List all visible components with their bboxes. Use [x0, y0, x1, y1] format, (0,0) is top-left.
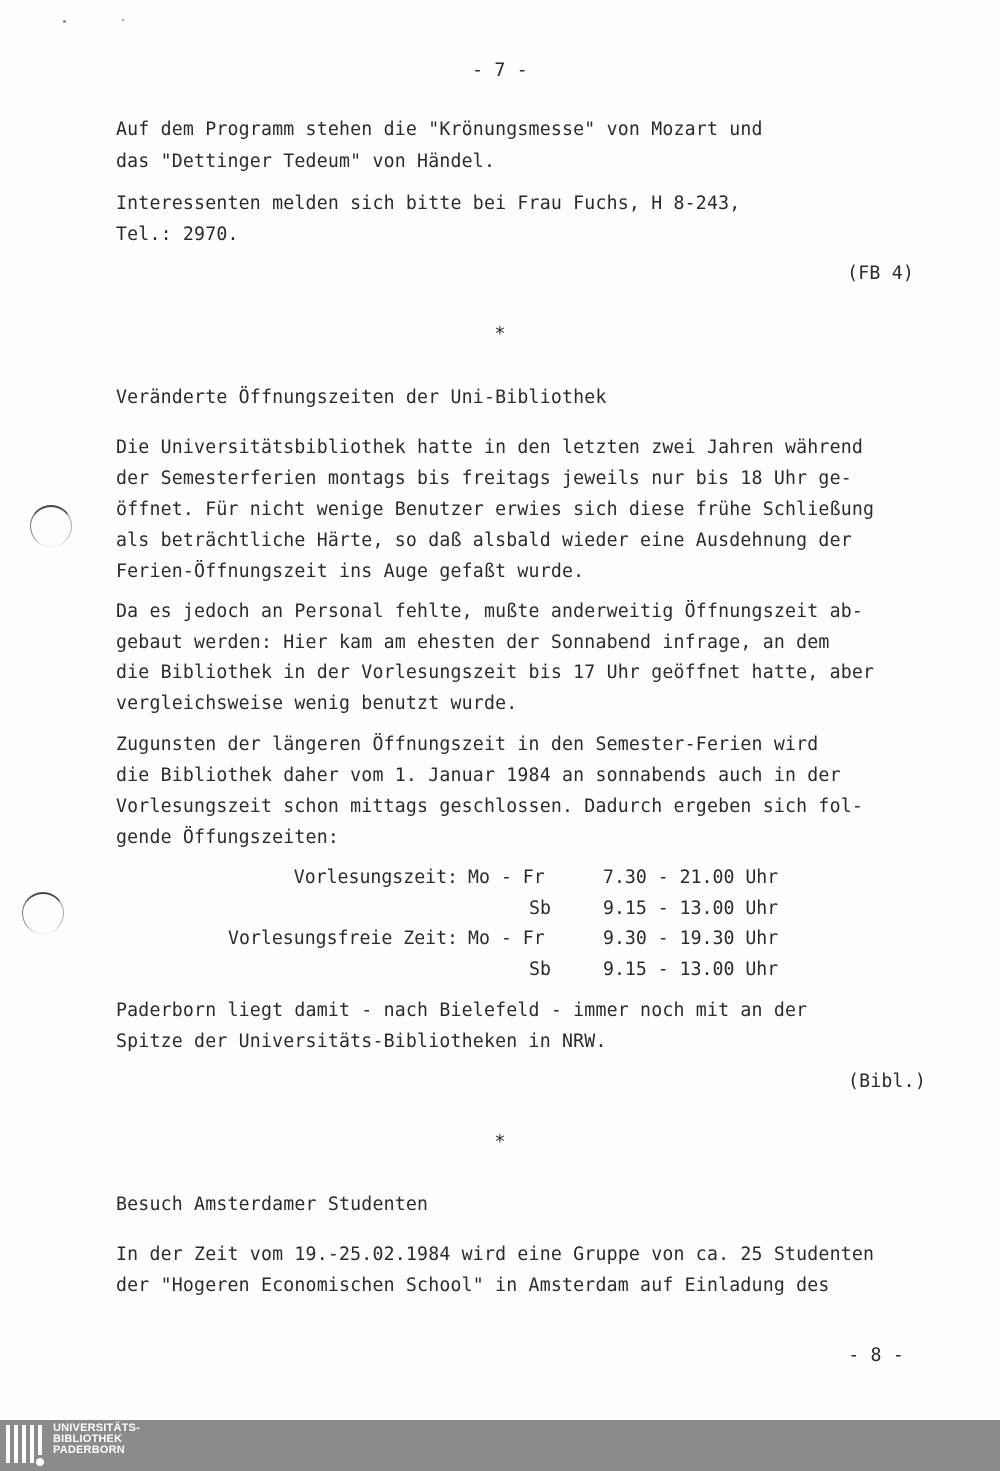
hours-time: 9.15 - 13.00 Uhr — [603, 898, 779, 919]
text-line: Die Universitätsbibliothek hatte in den letzten zwei Jahren während — [116, 437, 864, 458]
page-number-header: - 7 - — [472, 60, 528, 81]
source-note: (Bibl.) — [847, 1071, 926, 1092]
text-line: Spitze der Universitäts-Bibliotheken in NRW. — [116, 1031, 607, 1052]
source-note: (FB 4) — [847, 263, 914, 284]
logo-line: BIBLIOTHEK — [53, 1433, 123, 1445]
text-line: das "Dettinger Tedeum" von Händel. — [116, 151, 496, 172]
text-line: Interessenten melden sich bitte bei Frau Fuchs, H 8-243, — [116, 193, 741, 214]
hours-days: Mo - Fr — [468, 928, 545, 949]
scan-speck — [63, 20, 66, 23]
text-line: Ferien-Öffnungszeit ins Auge gefaßt wurde. — [116, 561, 585, 582]
text-line: Da es jedoch an Personal fehlte, mußte anderweitig Öffnungszeit ab- — [116, 601, 864, 622]
punch-hole — [30, 505, 72, 547]
punch-hole — [22, 892, 64, 934]
hours-days: Sb — [529, 959, 551, 980]
hours-days: Mo - Fr — [468, 867, 545, 888]
text-line: Zugunsten der längeren Öffnungszeit in den Semester-Ferien wird — [116, 734, 819, 755]
text-line: die Bibliothek daher vom 1. Januar 1984 an sonnabends auch in der — [116, 765, 841, 786]
logo-line: PADERBORN — [53, 1444, 125, 1456]
hours-days: Sb — [529, 898, 551, 919]
separator-asterisk: * — [494, 324, 506, 345]
text-line: Paderborn liegt damit - nach Bielefeld - immer noch mit an der — [116, 1000, 808, 1021]
hours-label: Vorlesungsfreie Zeit: — [228, 928, 458, 949]
text-line: In der Zeit vom 19.-25.02.1984 wird eine Gruppe von ca. 25 Studenten — [116, 1244, 875, 1265]
hours-time: 7.30 - 21.00 Uhr — [603, 867, 779, 888]
text-line: öffnet. Für nicht wenige Benutzer erwies sich diese frühe Schließung — [116, 499, 875, 520]
hours-label: Vorlesungszeit: — [293, 867, 458, 888]
text-line: die Bibliothek in der Vorlesungszeit bis 17 Uhr geöffnet hatte, aber — [116, 662, 875, 683]
logo-dot — [36, 1458, 44, 1466]
section-title: Veränderte Öffnungszeiten der Uni-Bibliothek — [116, 387, 607, 408]
text-line: der "Hogeren Economischen School" in Amsterdam auf Einladung des — [116, 1275, 830, 1296]
text-line: gende Öffungszeiten: — [116, 827, 339, 848]
hours-time: 9.30 - 19.30 Uhr — [603, 928, 779, 949]
library-footer-bar — [0, 1420, 1000, 1471]
text-line: als beträchtliche Härte, so daß alsbald wieder eine Ausdehnung der — [116, 530, 852, 551]
scan-speck — [122, 19, 124, 21]
section-title: Besuch Amsterdamer Studenten — [116, 1194, 429, 1215]
library-logo-text — [53, 1423, 140, 1456]
hours-time: 9.15 - 13.00 Uhr — [603, 959, 779, 980]
page-number-footer: - 8 - — [848, 1345, 904, 1366]
text-line: Auf dem Programm stehen die "Krönungsmesse" von Mozart und — [116, 119, 763, 140]
text-line: gebaut werden: Hier kam am ehesten der Sonnabend infrage, an dem — [116, 632, 830, 653]
text-line: der Semesterferien montags bis freitags jeweils nur bis 18 Uhr ge- — [116, 468, 852, 489]
text-line: Tel.: 2970. — [116, 224, 239, 245]
text-line: Vorlesungszeit schon mittags geschlossen. Dadurch ergeben sich fol- — [116, 796, 864, 817]
logo-line: UNIVERSITÄTS- — [53, 1422, 140, 1434]
text-line: vergleichsweise wenig benutzt wurde. — [116, 693, 518, 714]
separator-asterisk: * — [494, 1132, 506, 1153]
